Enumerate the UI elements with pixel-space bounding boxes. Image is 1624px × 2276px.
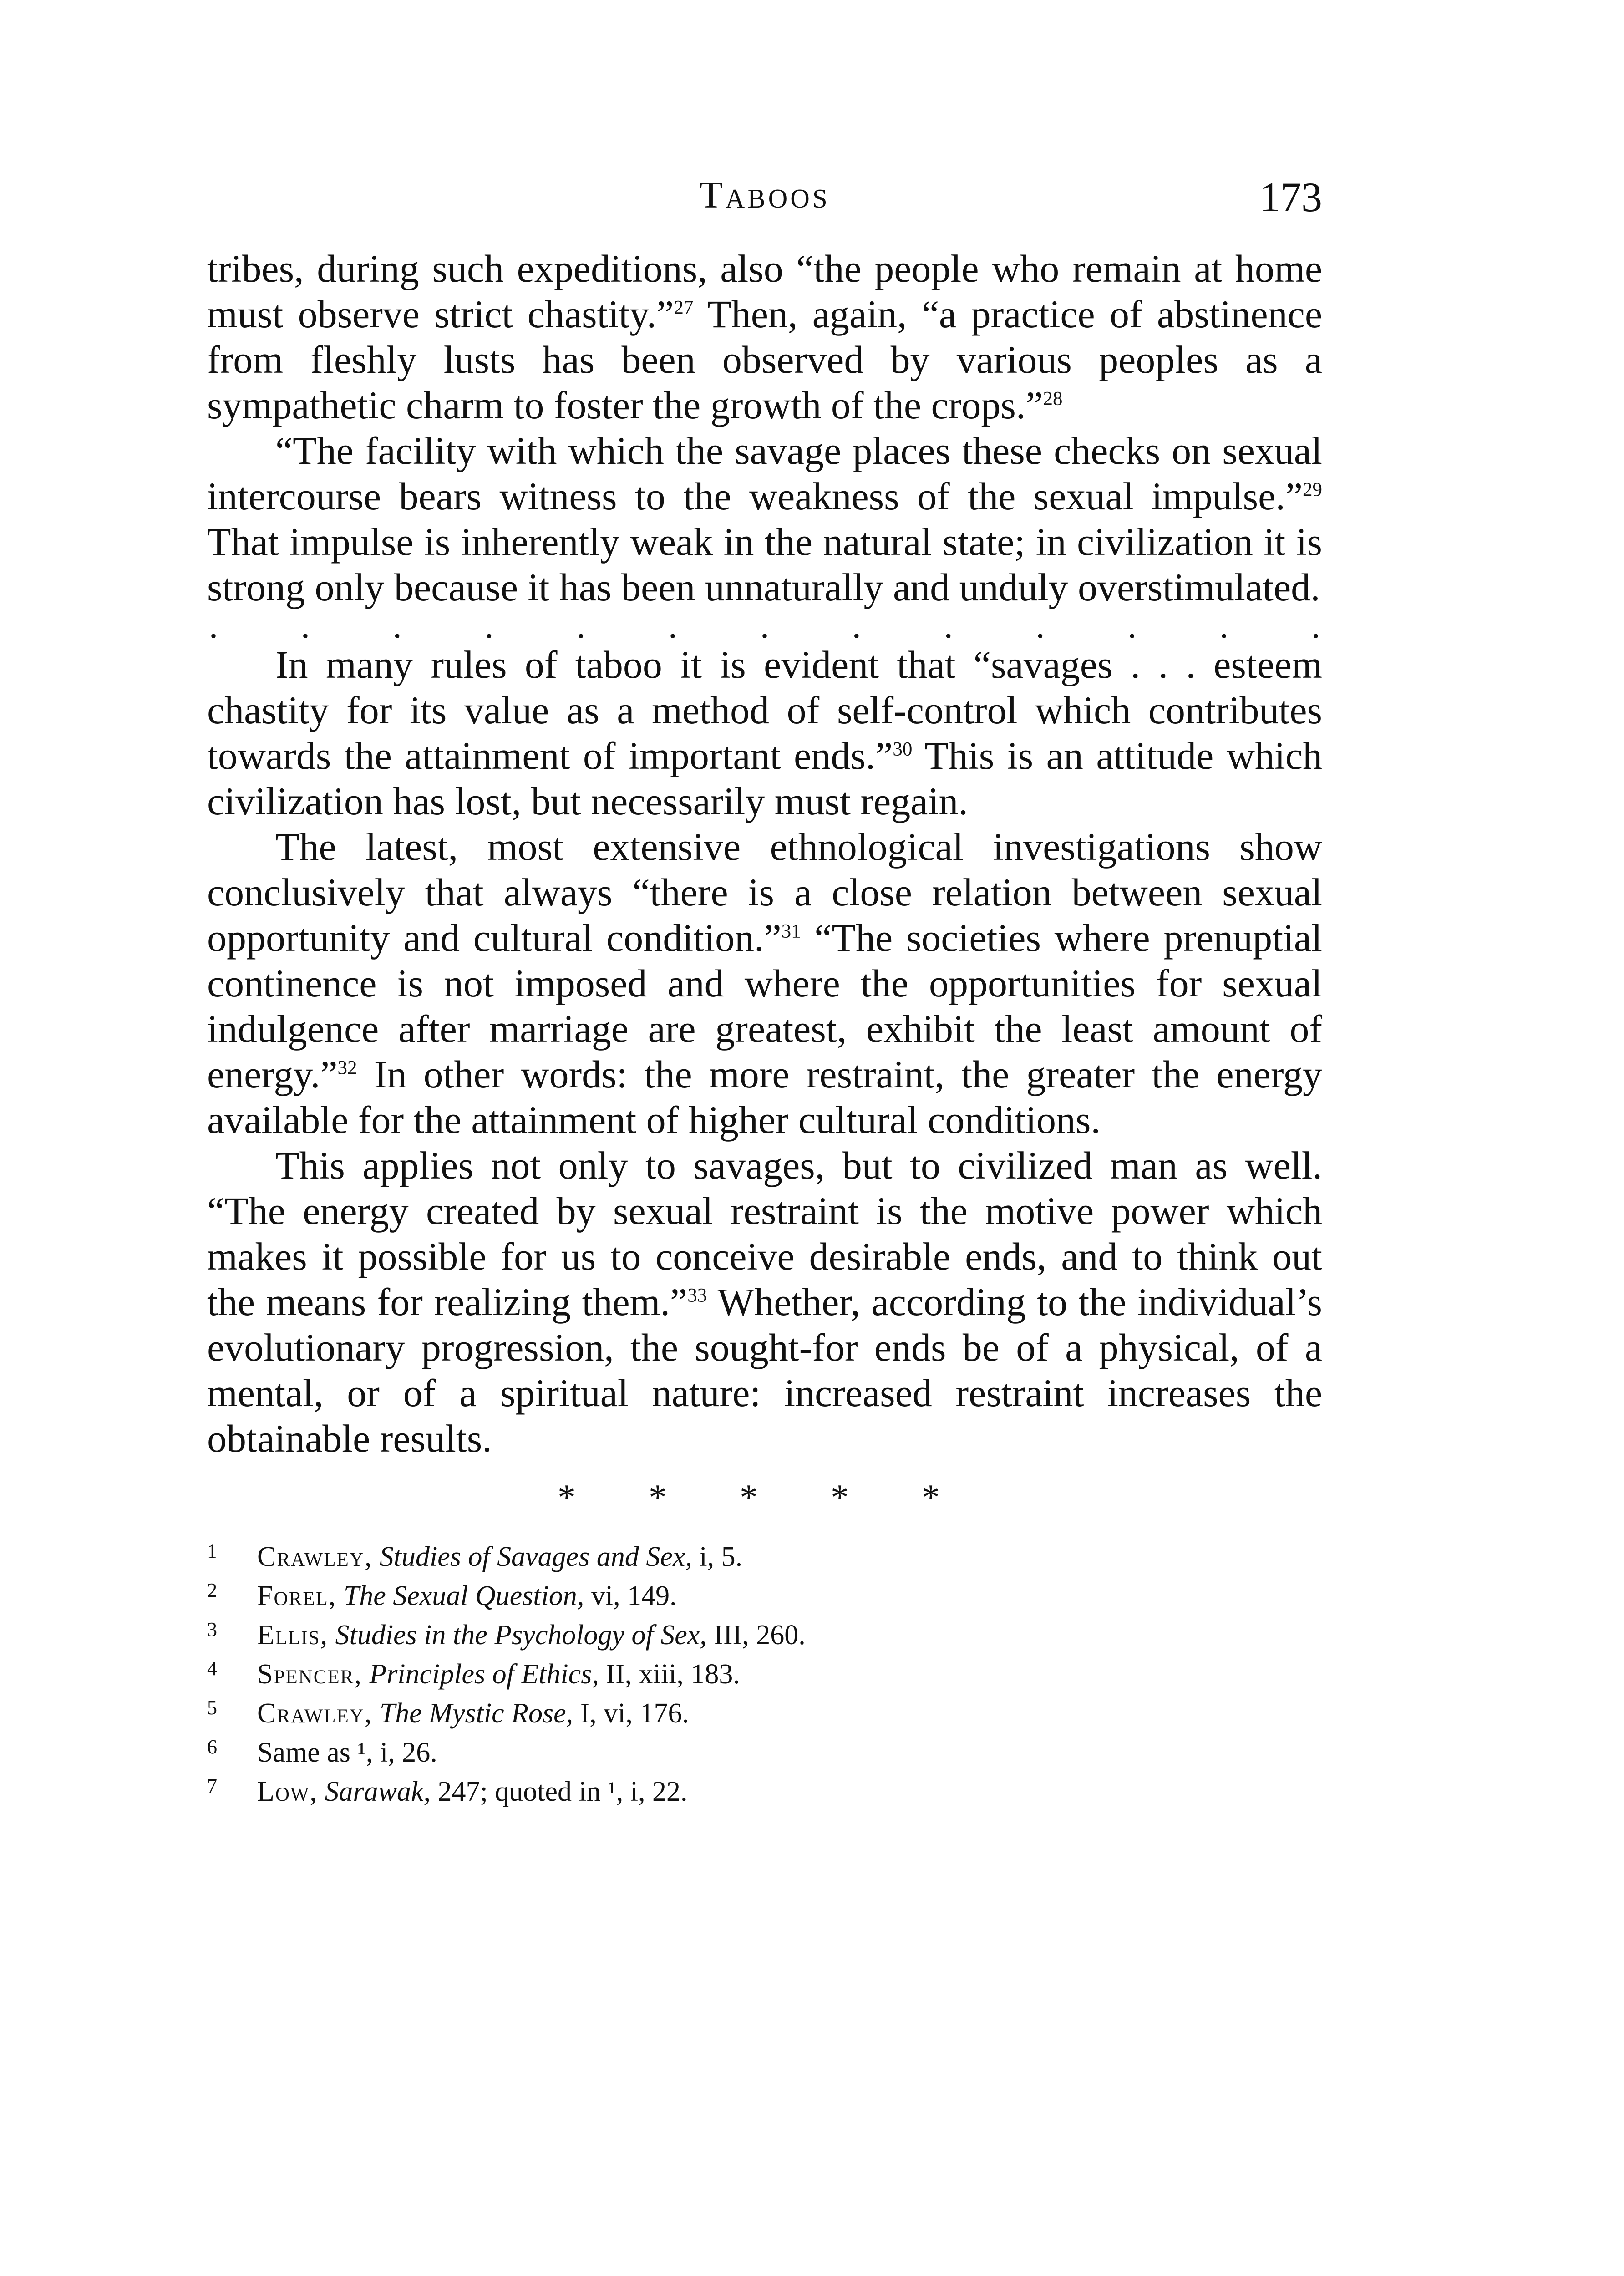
paragraph-2 [207, 428, 1322, 610]
footnote-text [257, 1617, 806, 1653]
paragraph-text: tribes, during such expeditions, also “the people who remain at home must observe strict chastity.” [207, 247, 1322, 336]
footnote-number: 6 [207, 1736, 217, 1758]
separator-dot: . [392, 606, 402, 646]
footnote-ref: 29 [1303, 479, 1322, 501]
paragraph-text: This applies not only to savages, but to civilized man as well. “The energy created by sexual restraint is the motive power which makes it possible for us to conceive desirable ends, and to think out the means for realizing them.” [207, 1143, 1322, 1324]
separator-dot: . [760, 606, 769, 646]
footnote-text [257, 1656, 740, 1692]
footnote [207, 1773, 1322, 1813]
footnote-ref: 33 [687, 1285, 707, 1306]
footnote-author: Low, [257, 1776, 318, 1807]
footnote-number: 4 [207, 1657, 217, 1680]
footnote-ref: 30 [893, 738, 913, 760]
footnote-title: Studies of Savages and Sex, [379, 1541, 692, 1572]
separator-dot: . [852, 606, 861, 646]
separator-dot: . [209, 606, 218, 646]
footnote-title: The Sexual Question, [343, 1580, 584, 1611]
footnote-title: Sarawak, [325, 1776, 431, 1807]
separator-dot: . [1035, 606, 1045, 646]
paragraph-text: That impulse is inherently weak in the natural state; in civilization it is strong only because it has been unnaturally and unduly overstimulated. [207, 520, 1322, 609]
running-head [207, 173, 1322, 223]
footnote-number: 3 [207, 1618, 217, 1641]
paragraph-3 [207, 642, 1322, 824]
footnote-text [257, 1773, 688, 1810]
paragraph-4 [207, 824, 1322, 1143]
footnote [207, 1578, 1322, 1617]
footnotes [207, 1539, 1322, 1813]
footnote-number: 5 [207, 1697, 217, 1719]
body-text [207, 246, 1322, 1813]
footnote-rest: I, vi, 176. [573, 1698, 689, 1729]
footnote-rest: II, xiii, 183. [599, 1659, 740, 1690]
running-title: Taboos [699, 174, 830, 216]
footnote-ref: 31 [781, 920, 801, 942]
separator-dot: . [668, 606, 678, 646]
paragraph-text: Then, again, “a practice of abstinence from fleshly lusts has been observed by various peoples as a sympathetic charm to foster the growth of the crops.” [207, 292, 1322, 427]
footnote [207, 1656, 1322, 1695]
paragraph-1 [207, 246, 1322, 428]
footnote-author: Ellis, [257, 1620, 329, 1651]
paragraph-text: In other words: the more restraint, the greater the energy available for the attainment of higher cultural conditions. [207, 1052, 1322, 1142]
paragraph-text: “The societies where prenuptial continence is not imposed and where the opportunities for sexual indulgence after marriage are greatest, exhibit the least amount of energy.” [207, 916, 1322, 1096]
footnote-number: 1 [207, 1540, 217, 1562]
footnote-author: Crawley, [257, 1541, 373, 1572]
ellipsis-separator [207, 606, 1322, 646]
paragraph-text: This is an attitude which civilization has lost, but necessarily must regain. [207, 734, 1322, 823]
footnote-ref: 27 [674, 297, 694, 319]
footnote-title: The Mystic Rose, [379, 1698, 573, 1729]
paragraph-text: “The facility with which the savage places these checks on sexual intercourse bears witness to the weakness of the sexual impulse.” [207, 429, 1322, 518]
book-page [207, 173, 1322, 1813]
footnote [207, 1617, 1322, 1656]
separator-dot: . [1311, 606, 1320, 646]
footnote-rest: Same as ¹, i, 26. [257, 1737, 437, 1768]
footnote-number: 2 [207, 1579, 217, 1601]
separator-dot: . [1127, 606, 1137, 646]
footnote-title: Principles of Ethics, [369, 1659, 599, 1690]
paragraph-5 [207, 1143, 1322, 1461]
page-number: 173 [1259, 174, 1322, 220]
footnote-text [257, 1539, 742, 1575]
footnote-text [257, 1695, 689, 1732]
separator-dot: . [1219, 606, 1229, 646]
paragraph-text: In many rules of taboo it is evident that “savages . . . esteem chastity for its value as a method of self-control which contributes towards the attainment of important ends.” [207, 643, 1322, 777]
paragraph-text: Whether, according to the individual’s evolutionary progression, the sought-for ends be of a physical, of a mental, or of a spiritual nature: increased restraint increases the obtainable results. [207, 1280, 1322, 1460]
footnote-author: Spencer, [257, 1659, 362, 1690]
footnote-author: Crawley, [257, 1698, 373, 1729]
section-break: * * * * * [558, 1478, 972, 1518]
separator-dot: . [300, 606, 310, 646]
footnote-rest: vi, 149. [584, 1580, 677, 1611]
footnote-author: Forel, [257, 1580, 337, 1611]
footnote [207, 1539, 1322, 1578]
paragraph-text: The latest, most extensive ethnological investigations show conclusively that always “there is a close relation between sexual opportunity and cultural condition.” [207, 825, 1322, 960]
footnote-ref: 28 [1043, 388, 1063, 410]
separator-dot: . [944, 606, 953, 646]
separator-dot: . [576, 606, 586, 646]
separator-dot: . [484, 606, 494, 646]
footnote-rest: 247; quoted in ¹, i, 22. [431, 1776, 688, 1807]
footnote-rest: i, 5. [692, 1541, 743, 1572]
footnote-text [257, 1734, 437, 1771]
footnote-number: 7 [207, 1775, 217, 1797]
footnote-ref: 32 [337, 1057, 357, 1079]
footnote-text [257, 1578, 677, 1614]
footnote-title: Studies in the Psychology of Sex, [335, 1620, 707, 1651]
footnote [207, 1695, 1322, 1734]
footnote [207, 1734, 1322, 1773]
footnote-rest: III, 260. [706, 1620, 806, 1651]
